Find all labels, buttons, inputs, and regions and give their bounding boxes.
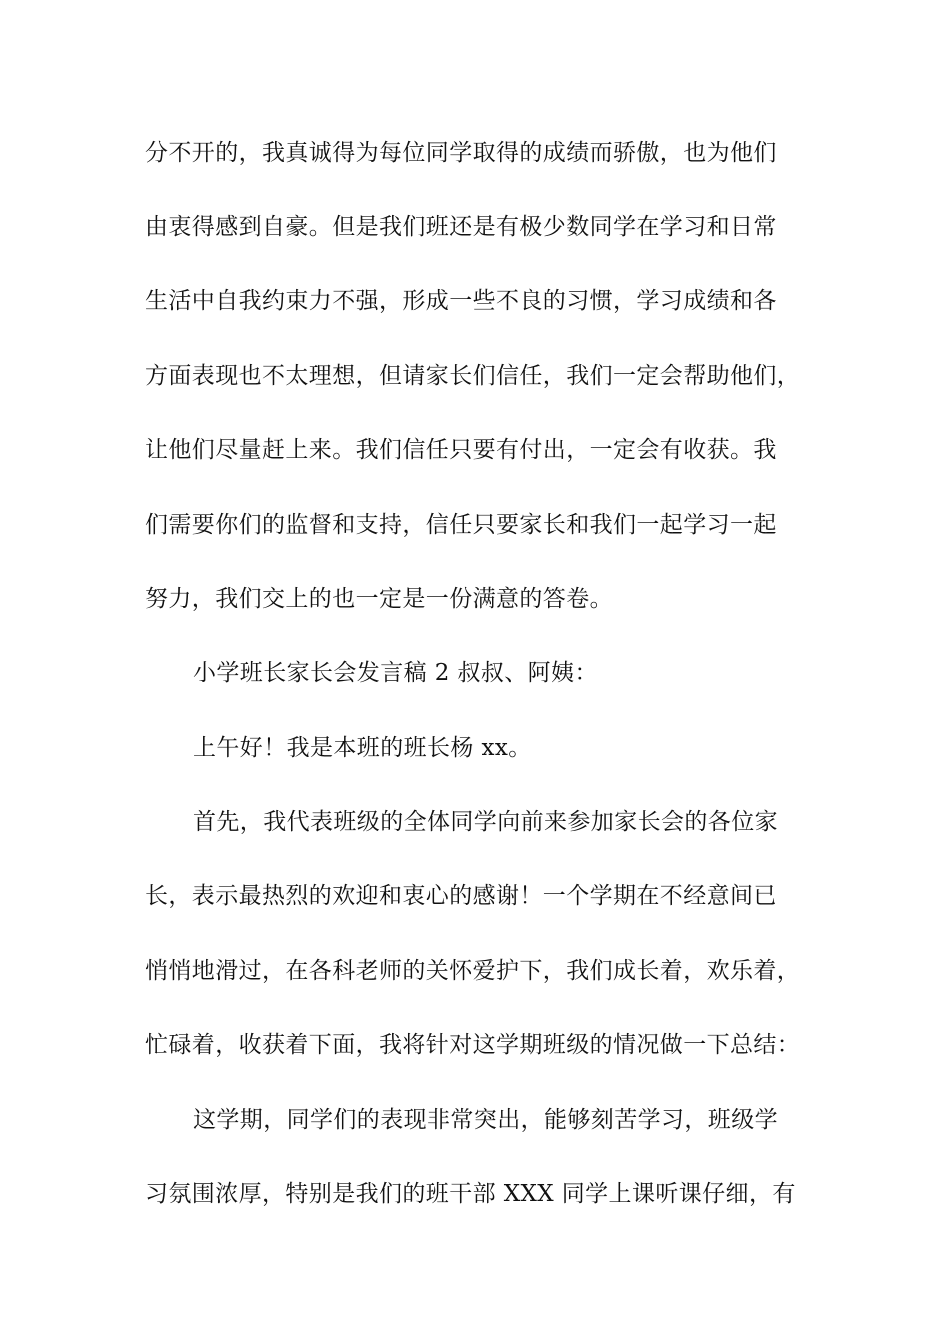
text-line-14: 这学期，同学们的表现非常突出，能够刻苦学习，班级学 — [193, 1107, 778, 1133]
text-line-10: 首先，我代表班级的全体同学向前来参加家长会的各位家 — [193, 809, 778, 835]
text-line-6: 们需要你们的监督和支持，信任只要家长和我们一起学习一起 — [145, 512, 777, 538]
greeting-line: 上午好！我是本班的班长杨 xx。 — [193, 735, 532, 761]
section-heading-line: 小学班长家长会发言稿 2 叔叔、阿姨： — [193, 660, 598, 686]
text-line-11: 长，表示最热烈的欢迎和衷心的感谢！一个学期在不经意间已 — [145, 883, 777, 909]
text-line-2: 由衷得感到自豪。但是我们班还是有极少数同学在学习和日常 — [145, 214, 777, 240]
text-line-15: 习氛围浓厚，特别是我们的班干部 XXX 同学上课听课仔细，有 — [145, 1181, 796, 1207]
text-line-7: 努力，我们交上的也一定是一份满意的答卷。 — [145, 586, 613, 612]
text-line-5: 让他们尽量赶上来。我们信任只要有付出，一定会有收获。我 — [145, 437, 777, 463]
text-line-1: 分不开的，我真诚得为每位同学取得的成绩而骄傲，也为他们 — [145, 140, 777, 166]
text-line-3: 生活中自我约束力不强，形成一些不良的习惯，学习成绩和各 — [145, 288, 777, 314]
text-line-13: 忙碌着，收获着下面，我将针对这学期班级的情况做一下总结： — [145, 1032, 801, 1058]
text-line-4: 方面表现也不太理想，但请家长们信任，我们一定会帮助他们， — [145, 363, 801, 389]
text-line-12: 悄悄地滑过，在各科老师的关怀爱护下，我们成长着，欢乐着， — [145, 958, 801, 984]
